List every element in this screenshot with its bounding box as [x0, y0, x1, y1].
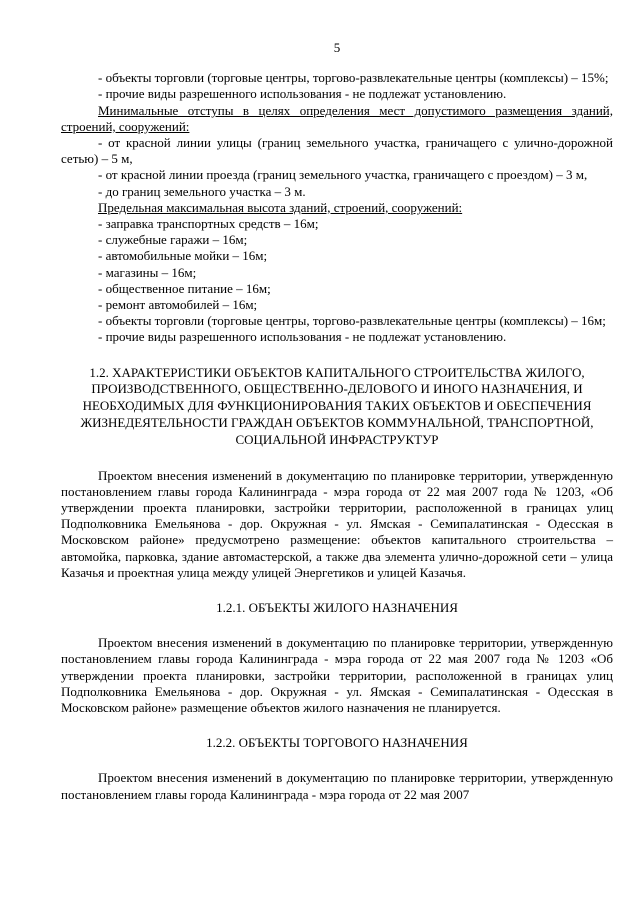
setback-driveway: - от красной линии проезда (границ земельного участка, граничащего с проездом) – 3 м, [98, 167, 588, 183]
setback-street: - от красной линии улицы (границ земельного участка, граничащего с улично-дорожной сетью) – 5 м, [61, 135, 613, 167]
list-item-trade-objects: - объекты торговли (торговые центры, торгово-развлекательные центры (комплексы) – 15%; [98, 70, 609, 86]
page-number: 5 [333, 40, 341, 55]
height-trade-objects: - объекты торговли (торговые центры, торгово-развлекательные центры (комплексы) – 16м; [98, 313, 606, 329]
subsection-residential-paragraph: Проектом внесения изменений в документацию по планировке территории, утвержденную постановлением главы города Калининграда - мэра города от 22 мая 2007 года № 1203 «Об утверждении проекта планировки, застройки территории, расположенной в границах улиц Подполковника Емельянова - дор. Окружная - ул. Ямская - Семипалатинская - Одесская в Московском районе» размещение объектов жилого назначения не планируется. [61, 635, 613, 716]
subsection-trade-paragraph: Проектом внесения изменений в документацию по планировке территории, утвержденную постановлением главы города Калининграда - мэра города от 22 мая 2007 [61, 770, 613, 802]
height-fuel-station: - заправка транспортных средств – 16м; [98, 216, 319, 232]
height-shops: - магазины – 16м; [98, 264, 197, 280]
height-car-wash: - автомобильные мойки – 16м; [98, 248, 268, 264]
section-paragraph: Проектом внесения изменений в документацию по планировке территории, утвержденную постановлением главы города Калининграда - мэра города от 22 мая 2007 года № 1203, «Об утверждении проекта планировки, застройки территории, расположенной в границах улиц Подполковника Емельянова - дор. Окружная - ул. Ямская - Семипалатинская - Одесская в Московском районе» предусмотрено размещение: объектов капитального строительства – автомойка, парковка, здание автомастерской, а также два элемента улично-дорожной сети – улица Казачья и проектная улица между улицей Энергетиков и улицей Казачья. [61, 467, 613, 580]
height-heading [61, 200, 613, 216]
section-heading: 1.2. ХАРАКТЕРИСТИКИ ОБЪЕКТОВ КАПИТАЛЬНОГО СТРОИТЕЛЬСТВА ЖИЛОГО, ПРОИЗВОДСТВЕННОГО, ОБЩЕСТВЕННО-ДЕЛОВОГО И ИНОГО НАЗНАЧЕНИЯ, И НЕОБХОДИМЫХ ДЛЯ ФУНКЦИОНИРОВАНИЯ ТАКИХ ОБЪЕКТОВ И ОБЕСПЕЧЕНИЯ ЖИЗНЕДЕЯТЕЛЬНОСТИ ГРАЖДАН ОБЪЕКТОВ КОММУНАЛЬНОЙ, ТРАНСПОРТНОЙ, СОЦИАЛЬНОЙ ИНФРАСТРУКТУР [80, 364, 594, 447]
height-car-repair: - ремонт автомобилей – 16м; [98, 297, 258, 313]
height-catering: - общественное питание – 16м; [98, 280, 271, 296]
setbacks-heading-text: Минимальные отступы в целях определения мест допустимого размещения зданий, строений, сооружений: [61, 102, 613, 134]
height-service-garages: - служебные гаражи – 16м; [98, 232, 248, 248]
setbacks-heading [61, 103, 613, 135]
height-heading-text: Предельная максимальная высота зданий, строений, сооружений: [98, 199, 463, 215]
subsection-trade-heading: 1.2.2. ОБЪЕКТЫ ТОРГОВОГО НАЗНАЧЕНИЯ [206, 735, 468, 751]
height-other-uses: - прочие виды разрешенного использования - не подлежат установлению. [98, 329, 507, 345]
setback-plot-boundary: - до границ земельного участка – 3 м. [98, 183, 306, 199]
list-item-other-uses: - прочие виды разрешенного использования - не подлежат установлению. [98, 86, 507, 102]
subsection-residential-heading: 1.2.1. ОБЪЕКТЫ ЖИЛОГО НАЗНАЧЕНИЯ [216, 600, 458, 616]
